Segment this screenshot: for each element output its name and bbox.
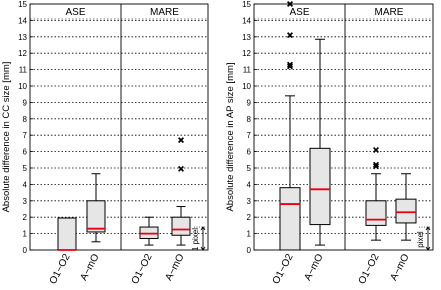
y-tick-label: 7 [22,131,27,141]
box-mare-1 [366,148,386,241]
box-iqr [310,148,330,224]
group-label: MARE [374,7,404,18]
box-mare-1 [140,217,158,245]
y-tick-label: 12 [18,49,27,59]
group-label: ASE [289,7,310,18]
y-tick-label: 1 [22,229,27,239]
box-iqr [366,201,386,226]
y-tick-label: 4 [22,180,27,190]
box-iqr [58,218,76,250]
x-category-label: A−mO [78,252,102,283]
y-tick-label: 2 [22,213,27,223]
y-tick-label: 2 [246,213,251,223]
outlier-point [374,148,379,153]
box-mare-2 [172,138,190,245]
x-category-label: A−mO [388,252,412,283]
x-category-label: O1−O2 [356,252,382,287]
y-tick-label: 3 [246,196,251,206]
y-tick-label: 9 [246,98,251,108]
box-ase-2 [87,174,105,242]
pixel-size-marker [416,227,430,250]
y-tick-label: 7 [246,131,251,141]
y-tick-label: 5 [246,164,251,173]
y-tick-label: 10 [18,82,27,91]
pixel-marker-label: 1 pixel [191,227,200,252]
box-iqr [172,217,190,235]
y-axis-label: Absolute difference in CC size [mm] [1,61,12,213]
group-label: ASE [65,7,86,18]
y-tick-label: 15 [242,0,251,9]
y-tick-label: 8 [246,114,251,124]
y-tick-label: 3 [22,196,27,206]
x-category-label: O1−O2 [47,252,73,287]
box-ase-1 [58,218,76,250]
y-tick-label: 13 [242,32,251,42]
y-tick-label: 0 [22,246,27,255]
y-tick-label: 5 [22,164,27,173]
outlier-point [179,166,184,171]
y-tick-label: 10 [242,82,251,91]
y-tick-label: 14 [18,16,27,26]
y-axis-label: Absolute difference in AP size [mm] [225,62,236,212]
box-iqr [87,201,105,232]
y-tick-label: 4 [246,180,251,190]
group-label: MARE [150,7,179,18]
y-tick-label: 14 [242,16,251,26]
y-tick-label: 1 [246,229,251,239]
box-ase-1 [280,2,300,250]
y-tick-label: 11 [242,65,251,75]
y-tick-label: 15 [18,0,27,9]
pixel-marker-label: pixel [416,231,425,248]
box-iqr [396,199,416,223]
y-tick-label: 6 [246,147,251,157]
x-category-label: O1−O2 [270,252,296,287]
box-ase-2 [310,39,330,245]
x-category-label: A−mO [302,252,326,283]
y-tick-label: 11 [18,65,27,75]
chart-panel-1 [1,0,208,286]
pixel-size-marker [191,227,205,251]
outlier-point [179,138,184,143]
y-tick-label: 6 [22,147,27,157]
x-category-label: O1−O2 [129,252,155,287]
box-mare-2 [396,174,416,240]
y-tick-label: 12 [242,49,251,59]
chart-panel-2 [225,0,433,286]
box-iqr [280,188,300,250]
y-tick-label: 13 [18,32,27,42]
y-tick-label: 8 [22,114,27,124]
y-tick-label: 9 [22,98,27,108]
x-category-label: A−mO [163,252,187,283]
y-tick-label: 0 [246,246,251,255]
